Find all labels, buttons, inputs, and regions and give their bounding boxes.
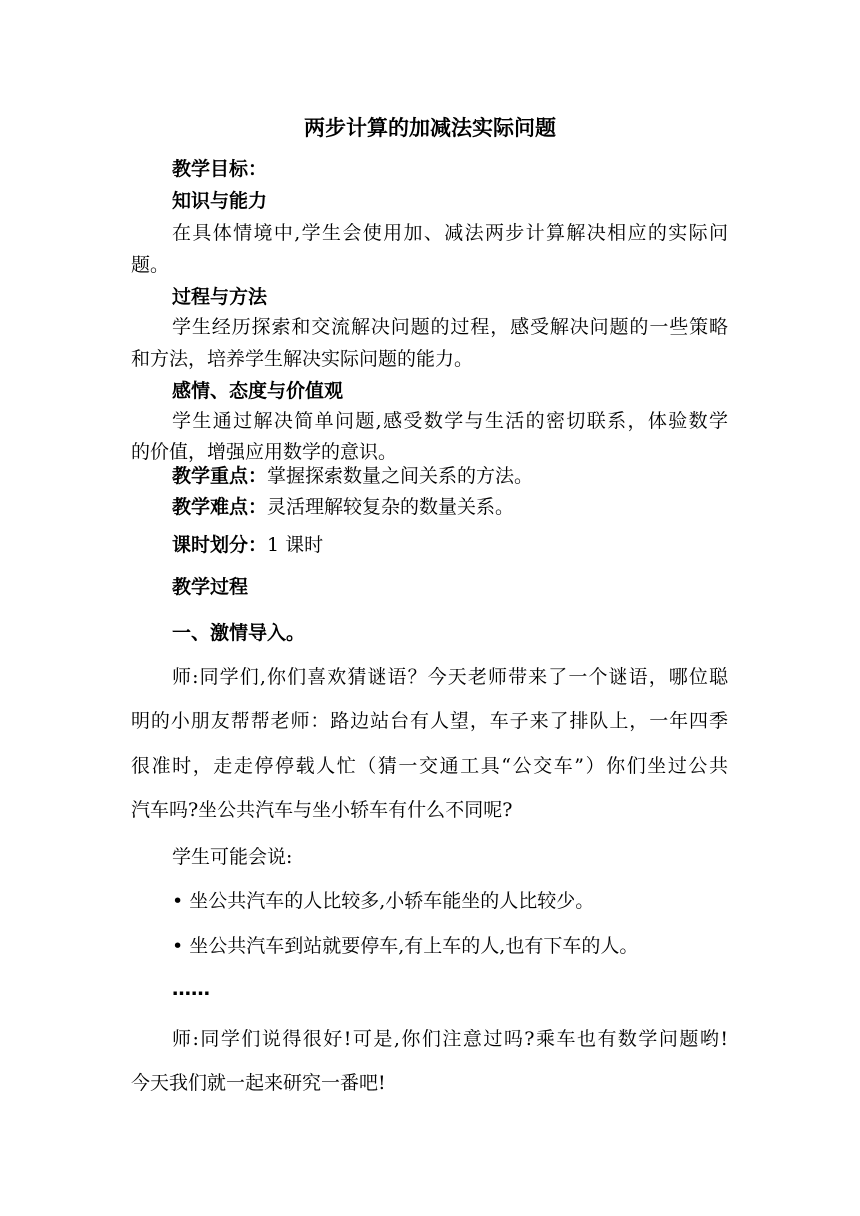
teaching-goals-heading: 教学目标： <box>172 158 268 180</box>
teacher-closing-line-1: 师:同学们说得很好!可是,你们注意过吗?乘车也有数学问题哟! <box>172 1028 728 1050</box>
students-may-say: 学生可能会说: <box>172 846 293 868</box>
process-method-heading: 过程与方法 <box>172 286 268 308</box>
process-method-line-2: 和方法，培养学生解决实际问题的能力。 <box>131 348 474 370</box>
emotion-values-line-1: 学生通过解决简单问题,感受数学与生活的密切联系，体验数学 <box>172 410 728 432</box>
ellipsis: …… <box>172 978 210 1000</box>
knowledge-ability-line-1: 在具体情境中,学生会使用加、减法两步计算解决相应的实际问 <box>172 222 728 244</box>
teacher-intro-line-4: 汽车吗?坐公共汽车与坐小轿车有什么不同呢? <box>131 799 513 821</box>
knowledge-ability-heading: 知识与能力 <box>172 190 268 212</box>
knowledge-ability-line-2: 题。 <box>131 254 170 276</box>
document-title: 两步计算的加减法实际问题 <box>304 116 556 140</box>
difficulty-label: 教学难点： <box>172 496 268 518</box>
section-1-heading: 一、激情导入。 <box>172 622 306 644</box>
teacher-intro-line-1: 师:同学们,你们喜欢猜谜语？今天老师带来了一个谜语，哪位聪 <box>172 666 728 688</box>
emotion-values-line-2: 的价值，增强应用数学的意识。 <box>131 441 398 463</box>
teacher-closing-line-2: 今天我们就一起来研究一番吧! <box>131 1072 386 1094</box>
difficulty-row <box>172 498 514 517</box>
emotion-values-heading: 感情、态度与价值观 <box>172 380 344 402</box>
teacher-intro-line-2: 明的小朋友帮帮老师：路边站台有人望，车子来了排队上，一年四季 <box>131 710 728 732</box>
teacher-intro-line-3: 很准时，走走停停载人忙（猜一交通工具“公交车”）你们坐过公共 <box>131 755 728 777</box>
difficulty-text: 灵活理解较复杂的数量关系。 <box>267 496 515 518</box>
student-answer-1: • 坐公共汽车的人比较多,小轿车能坐的人比较少。 <box>172 890 595 912</box>
student-answer-2: • 坐公共汽车到站就要停车,有上车的人,也有下车的人。 <box>172 935 639 957</box>
key-point-text: 掌握探索数量之间关系的方法。 <box>267 465 534 487</box>
schedule-row <box>172 536 323 555</box>
teaching-process-heading: 教学过程 <box>172 576 249 598</box>
key-point-row <box>172 467 533 486</box>
key-point-label: 教学重点： <box>172 465 268 487</box>
schedule-label: 课时划分： <box>172 534 268 556</box>
schedule-text: 1 课时 <box>267 534 324 556</box>
process-method-line-1: 学生经历探索和交流解决问题的过程，感受解决问题的一些策略 <box>172 316 728 338</box>
